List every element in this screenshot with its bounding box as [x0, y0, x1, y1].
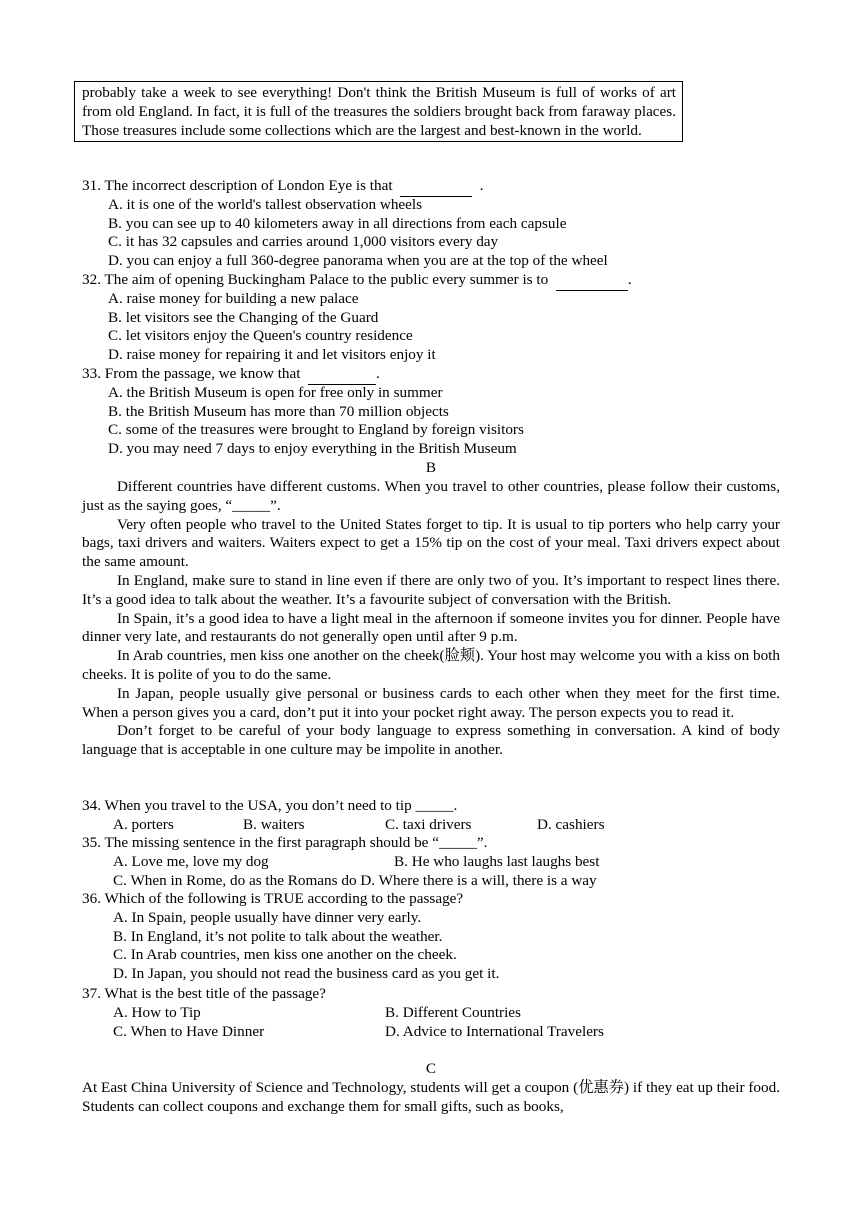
section-c-heading: C [425, 1060, 437, 1077]
option-b: B. In England, it’s not polite to talk about the weather. [113, 927, 443, 945]
passage-c-paragraph: At East China University of Science and Technology, students will get a coupon (优惠券) if they eat up their food. Students can collect coupons and exchange them for small gifts, such as books, [82, 1079, 780, 1115]
question-34 [82, 797, 782, 835]
question-31 [82, 177, 782, 271]
question-stem: 32. The aim of opening Buckingham Palace to the public every summer is to . [82, 271, 782, 290]
option-d: D. cashiers [537, 815, 605, 833]
answer-blank [400, 177, 472, 197]
passage-b-paragraph: In England, make sure to stand in line even if there are only two of you. It’s important to respect lines there. It’s a good idea to talk about the weather. It’s a favourite subject of conversation with the British. [82, 571, 780, 608]
question-33 [82, 365, 782, 459]
passage-b [82, 478, 780, 760]
option-c: C. some of the treasures were brought to England by foreign visitors [108, 421, 524, 439]
option-a: A. Love me, love my dog [113, 852, 269, 870]
options-row [82, 1023, 782, 1042]
option-d: D. you may need 7 days to enjoy everything in the British Museum [108, 440, 517, 458]
options-row [82, 1004, 782, 1023]
options-row [82, 853, 782, 872]
option-b: B. waiters [243, 815, 305, 833]
passage-b-paragraph: In Arab countries, men kiss one another on the cheek(脸颊). Your host may welcome you with a kiss on both cheeks. It is polite of you to do the same. [82, 647, 780, 683]
option-d: D. Where there is a will, there is a way [360, 871, 597, 889]
question-stem: 37. What is the best title of the passage? [82, 985, 326, 1002]
question-stem: 31. The incorrect description of London Eye is that . [82, 177, 782, 196]
question-32 [82, 271, 782, 365]
section-b-heading: B [425, 459, 437, 476]
answer-blank [308, 365, 376, 385]
option-b: B. He who laughs last laughs best [394, 852, 600, 870]
passage-a-continuation-box [74, 81, 683, 142]
option-b: B. let visitors see the Changing of the Guard [108, 308, 379, 326]
passage-b-paragraph: Very often people who travel to the United States forget to tip. It is usual to tip porters who help carry your bags, taxi drivers and waiters. Waiters expect to get a 15% tip on the cost of your meal. Taxi drivers expect about the same amount. [82, 515, 780, 571]
question-36 [82, 890, 782, 984]
question-stem: 36. Which of the following is TRUE according to the passage? [82, 890, 464, 907]
option-a: A. porters [113, 815, 174, 833]
question-stem: 33. From the passage, we know that . [82, 365, 782, 384]
option-c: C. let visitors enjoy the Queen's country residence [108, 327, 413, 345]
option-a: A. How to Tip [113, 1003, 201, 1021]
option-c: C. it has 32 capsules and carries around 1,000 visitors every day [108, 233, 499, 251]
option-b: B. Different Countries [385, 1003, 521, 1021]
options-row [82, 816, 782, 835]
option-c: C. taxi drivers [385, 815, 472, 833]
option-d: D. you can enjoy a full 360-degree panorama when you are at the top of the wheel [108, 252, 608, 270]
answer-blank [556, 271, 628, 291]
passage-b-paragraph: Don’t forget to be careful of your body language to express something in conversation. A kind of body language that is acceptable in one culture may be impolite in another. [82, 722, 780, 759]
passage-c [82, 1079, 780, 1117]
option-a: A. In Spain, people usually have dinner very early. [113, 908, 422, 926]
options-row [82, 872, 782, 891]
option-d: D. Advice to International Travelers [385, 1022, 604, 1040]
passage-a-continuation-text: probably take a week to see everything! Don't think the British Museum is full of works of art from old England. In fact, it is full of the treasures the soldiers brought back from faraway places. Those treasures include some collections which are the largest and best-known in the world. [82, 84, 676, 139]
option-b: B. you can see up to 40 kilometers away in all directions from each capsule [108, 214, 567, 232]
question-37 [82, 985, 782, 1041]
passage-b-paragraph: In Japan, people usually give personal or business cards to each other when they meet for the first time. When a person gives you a card, don’t put it into your pocket right away. The person expects you to read it. [82, 684, 780, 721]
question-stem: 35. The missing sentence in the first paragraph should be “_____”. [82, 834, 488, 851]
passage-b-paragraph: Different countries have different customs. When you travel to other countries, please follow their customs, just as the saying goes, “_____”. [82, 478, 780, 514]
option-d: D. raise money for repairing it and let visitors enjoy it [108, 346, 436, 364]
option-b: B. the British Museum has more than 70 million objects [108, 402, 449, 420]
option-d: D. In Japan, you should not read the business card as you get it. [113, 965, 500, 983]
passage-b-paragraph: In Spain, it’s a good idea to have a light meal in the afternoon if someone invites you for dinner. People have dinner very late, and restaurants do not generally open until after 9 p.m. [82, 609, 780, 646]
option-a: A. it is one of the world's tallest observation wheels [108, 195, 423, 213]
option-a: A. the British Museum is open for free only in summer [108, 383, 443, 401]
question-35 [82, 834, 782, 890]
option-c: C. In Arab countries, men kiss one another on the cheek. [113, 946, 457, 964]
option-a: A. raise money for building a new palace [108, 289, 359, 307]
option-c: C. When to Have Dinner [113, 1022, 265, 1040]
option-c: C. When in Rome, do as the Romans do [113, 871, 357, 889]
question-stem: 34. When you travel to the USA, you don’t need to tip _____. [82, 797, 458, 814]
